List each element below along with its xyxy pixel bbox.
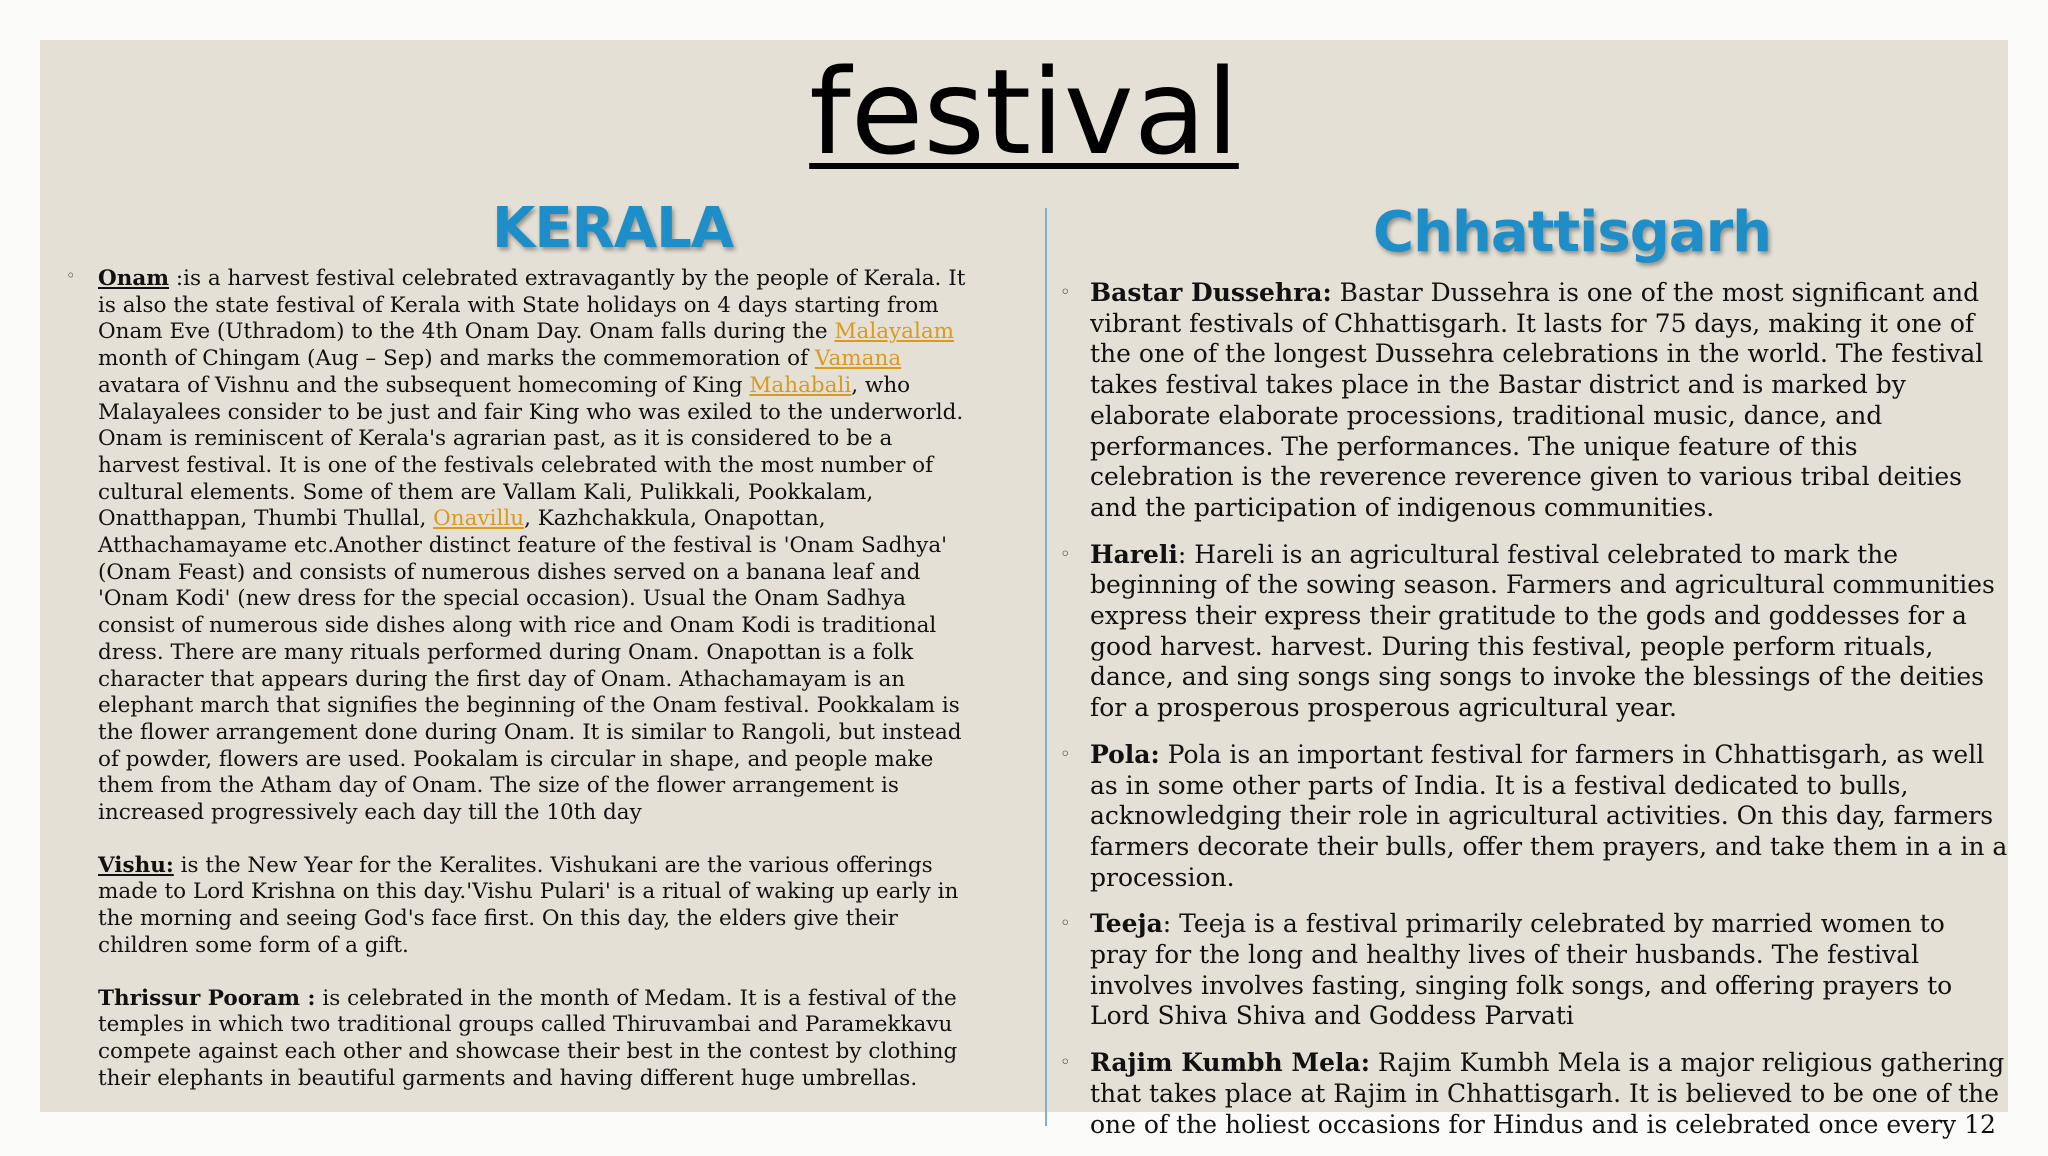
vamana-link[interactable]: Vamana <box>814 346 902 372</box>
chhattisgarh-festivals <box>1060 278 2008 1156</box>
vishu-title: Vishu: <box>98 852 174 878</box>
festival-item: ◦ Teeja: Teeja is a festival primarily celebrated by married women to pray for the long and healthy lives of their husbands. The festival involves involves fasting, singing folk songs, and offering prayers to Lord Shiva Shiva and Goddess Parvati <box>1060 909 1953 1031</box>
bullet-icon: ◦ <box>66 266 76 285</box>
festival-name: Bastar Dussehra: <box>1090 278 1332 307</box>
onam-paragraph: Onam :is a harvest festival celebrated extravagantly by the people of Kerala. It is also the state festival of Kerala with State holidays on 4 days starting from Onam Eve (Uthradom) to the 4th Onam Day. Onam falls during the Malayalam month of Chingam (Aug – Sep) and marks the commemoration of Vamana avatara of Vishnu and the subsequent homecoming of King Mahabali, who Malayalees consider to be just and fair King who was exiled to the underworld. Onam is reminiscent of Kerala's agrarian past, as it is considered to be a harvest festival. It is one of the festivals celebrated with the most number of cultural elements. Some of them are Vallam Kali, Pulikkali, Pookkalam, Onatthappan, Thumbi Thullal, Onavillu, Kazhchakkula, Onapottan, Atthachamayame etc.Another distinct feature of the festival is 'Onam Sadhya' (Onam Feast) and consists of numerous dishes served on a banana leaf and 'Onam Kodi' (new dress for the special occasion). Usual the Onam Sadhya consist of numerous side dishes along with rice and Onam Kodi is traditional dress. There are many rituals performed during Onam. Onapottan is a folk character that appears during the first day of Onam. Athachamayam is an elephant march that signifies the beginning of the Onam festival. Pookkalam is the flower arrangement done during Onam. It is similar to Rangoli, but instead of powder, flowers are used. Pookalam is circular in shape, and people make them from the Atham day of Onam. The size of the flower arrangement is increased progressively each day till the 10th day <box>98 266 966 826</box>
festival-name: Pola: <box>1090 739 1160 769</box>
bullet-icon: ◦ <box>1060 1052 1071 1074</box>
onavillu-link[interactable]: Onavillu <box>433 506 525 532</box>
festival-name: Rajim Kumbh Mela: <box>1090 1048 1370 1078</box>
festival-item: ◦ Rajim Kumbh Mela: Rajim Kumbh Mela is a major religious gathering that takes place at Rajim in Chhattisgarh. It is believed to be one of the one of the holiest occasions for Hindus and is celebrated once every 12 <box>1060 1048 2005 1139</box>
festival-item: ◦ Hareli: Hareli is an agricultural festival celebrated to mark the beginning of the sowing season. Farmers and agricultural communities express their express their gratitude to the gods and goddesses for a good harvest. harvest. During this festival, people perform rituals, dance, and sing songs sing songs to invoke the blessings of the deities for a prosperous prosperous agricultural year. <box>1060 539 1995 723</box>
vishu-paragraph: Vishu: is the New Year for the Keralites. Vishukani are the various offerings made to Lord Krishna on this day.'Vishu Pulari' is a ritual of waking up early in the morning and seeing God's face first. On this day, the elders give their children some form of a gift. <box>98 852 959 958</box>
malayalam-link[interactable]: Malayalam <box>834 319 955 345</box>
festival-name: Teeja <box>1090 909 1163 939</box>
pooram-title: Thrissur Pooram : <box>98 985 316 1011</box>
mahabali-link[interactable]: Mahabali <box>749 372 852 398</box>
bullet-icon: ◦ <box>1060 913 1071 935</box>
pooram-paragraph: Thrissur Pooram : is celebrated in the month of Medam. It is a festival of the temples in which two traditional groups called Thiruvambai and Paramekkavu compete against each other and showcase their best in the contest by clothing their elephants in beautiful garments and having different huge umbrellas. <box>98 985 958 1091</box>
bullet-icon: ◦ <box>1060 282 1071 303</box>
festival-item: ◦ Bastar Dussehra: Bastar Dussehra is one of the most significant and vibrant festivals of Chhattisgarh. It lasts for 75 days, making it one of the one of the longest Dussehra celebrations in the world. The festival takes festival takes place in the Bastar district and is marked by elaborate elaborate processions, traditional music, dance, and performances. The performances. The unique feature of this celebration is the reverence reverence given to various tribal deities and the participation of indigenous communities. <box>1060 278 1984 522</box>
bullet-icon: ◦ <box>1060 743 1071 765</box>
festival-item: ◦ Pola: Pola is an important festival for farmers in Chhattisgarh, as well as in some other parts of India. It is a festival dedicated to bulls, acknowledging their role in agricultural activities. On this day, farmers farmers decorate their bulls, offer them prayers, and take them in a in a procession. <box>1060 739 2008 892</box>
slide-title: festival <box>809 43 1239 181</box>
kerala-festivals <box>98 266 978 1092</box>
festival-name: Hareli <box>1090 539 1178 569</box>
kerala-heading: KERALA <box>492 196 734 261</box>
column-divider <box>1045 208 1047 1126</box>
onam-title: Onam <box>98 266 170 291</box>
bullet-icon: ◦ <box>1060 543 1071 565</box>
chhattisgarh-heading: Chhattisgarh <box>1373 200 1772 265</box>
